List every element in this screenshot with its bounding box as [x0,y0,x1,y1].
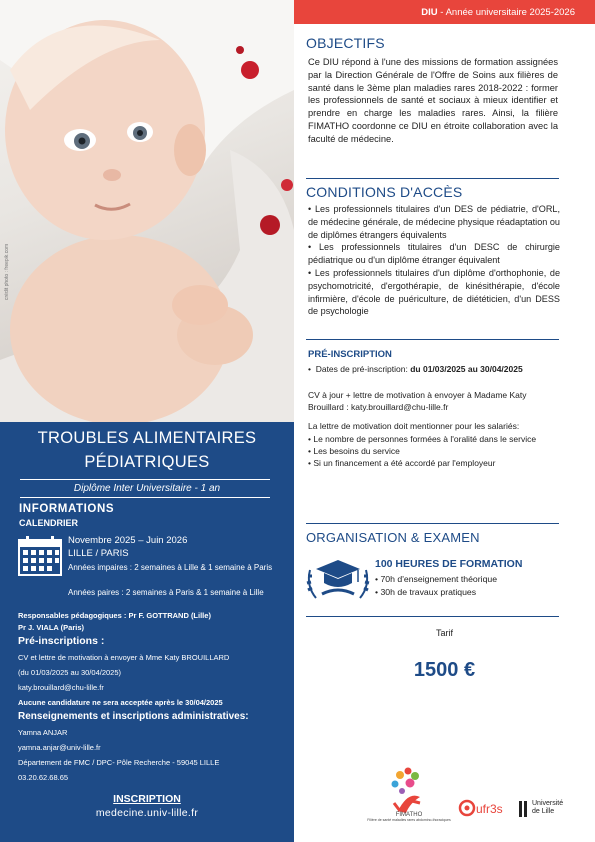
lille-line2: de Lille [532,808,555,815]
hours-title: 100 HEURES DE FORMATION [375,558,523,570]
preinscription-email[interactable]: katy.brouillard@chu-lille.fr [18,683,104,692]
ufr-text: ufr3s [476,802,503,816]
admin-contact-name: Yamna ANJAR [18,728,68,737]
academic-year: - Année universitaire 2025-2026 [437,7,575,18]
tarif-label: Tarif [435,628,453,638]
odd-years-schedule: Années impaires : 2 semaines à Lille & 1 semaine à Paris [68,563,273,572]
admin-contact-email[interactable]: yamna.anjar@univ-lille.fr [18,743,101,752]
lille-line1: Université [532,800,564,807]
preinscriptions-heading: Pré-inscriptions : [18,635,105,647]
conditions-heading: CONDITIONS D'ACCÈS [306,184,463,200]
preinscription-heading: PRÉ-INSCRIPTION [308,349,392,360]
fimatho-name: FIMATHO [395,812,423,818]
even-years-schedule: Années paires : 2 semaines à Paris & 1 semaine à Lille [68,588,264,597]
preinscription-cv-line: CV et lettre de motivation à envoyer à Mme Katy BROUILLARD [18,653,230,662]
ufr-logo [458,798,508,818]
program-title-line2: PÉDIATRIQUES [84,453,210,471]
objectifs-text: Ce DIU répond à l'une des missions de formation assignées par la Direction Générale de l'Offre de Soins aux filières de santé dans le 3ème plan maladies rares 2018-2022 : former les professionnels de santé et sociaux à mieux identifier et prendre en charge les maladies rares. Ainsi, la filière FIMATHO coordonne ce DIU en étroite collaboration avec la faculté de médecine. [308,57,558,144]
divider [20,479,270,480]
baby-photo [0,0,294,422]
preinscription-dates: • Dates de pré-inscription: du 01/03/2025 au 30/04/2025 [308,364,523,374]
program-title-line1: TROUBLES ALIMENTAIRES [37,429,257,447]
admin-phone[interactable]: 03.20.62.68.65 [18,773,69,782]
practice-hours: • 30h de travaux pratiques [375,587,477,597]
conditions-item: • Les professionnels titulaires d'un DESC de chirurgie pédiatrique ou d'un diplôme étranger équivalent [308,241,560,267]
theory-hours: • 70h d'enseignement théorique [375,574,498,584]
diu-label: DIU [421,7,438,18]
calendar-place: LILLE / PARIS [68,548,129,559]
preinscription-dates-value: du 01/03/2025 au 30/04/2025 [410,364,523,374]
section-divider [306,339,559,340]
responsables-line1: Responsables pédagogiques : Pr F. GOTTRAND (Lille) [18,611,211,620]
admin-heading: Renseignements et inscriptions administratives: [18,711,249,722]
letter-item: • Le nombre de personnes formées à l'oralité dans le service [308,433,560,445]
admin-address: Département de FMC / DPC- Pôle Recherche - 59045 LILLE [18,758,220,767]
practice-hours-text: 30h de travaux pratiques [380,587,477,597]
section-divider [306,523,559,524]
informations-heading: INFORMATIONS [19,503,115,515]
letter-requirements [308,433,560,469]
section-divider [306,616,559,617]
divider [20,497,270,498]
left-column [0,0,294,842]
calendar-icon [18,536,62,576]
letter-item: • Si un financement a été accordé par l'employeur [308,457,560,469]
responsables-line2: Pr J. VIALA (Paris) [18,623,84,632]
preinscription-cv: CV à jour + lettre de motivation à envoyer à Madame Katy Brouillard : katy.brouillard@chu-lille.fr [308,390,527,412]
section-divider [306,178,559,179]
top-banner [294,0,595,24]
baby-illustration [0,0,294,422]
letter-item: • Les besoins du service [308,445,560,457]
conditions-list [308,203,560,318]
info-panel [0,422,294,842]
program-subtitle: Diplôme Inter Universitaire - 1 an [73,483,221,494]
organisation-heading: ORGANISATION & EXAMEN [306,530,480,545]
calendar-dates: Novembre 2025 – Juin 2026 [68,535,188,546]
fimatho-tagline: Filière de santé maladies rares abdomino-thoraciques [367,818,451,822]
preinscription-dates-line: (du 01/03/2025 au 30/04/2025) [18,668,122,677]
universite-lille-text [532,800,563,816]
theory-hours-text: 70h d'enseignement théorique [380,574,498,584]
calendar-heading: CALENDRIER [19,518,79,528]
graduation-cap-icon [304,556,372,600]
preinscription-deadline: Aucune candidature ne sera acceptée après le 30/04/2025 [18,698,223,707]
preinscription-dates-prefix: Dates de pré-inscription: [315,364,408,374]
conditions-item: • Les professionnels titulaires d'un diplôme d'orthophonie, de psychomotricité, d'ergothérapie, de kinésithérapie, d'école infirmière, d'école de puériculture, de diététicien, d'un DESS de psychologie [308,267,560,318]
letter-intro: La lettre de motivation doit mentionner pour les salariés: [308,421,520,431]
inscription-heading: INSCRIPTION [113,793,181,805]
objectifs-heading: OBJECTIFS [306,35,385,51]
inscription-link[interactable]: medecine.univ-lille.fr [95,807,199,819]
price: 1500 € [413,659,476,681]
photo-credit: crédit photo : freepik.com [4,243,10,300]
conditions-item: • Les professionnels titulaires d'un DES de pédiatrie, d'ORL, de médecine générale, de médecine physique réadaptation ou de diplômes étrangers équivalents [308,203,560,241]
